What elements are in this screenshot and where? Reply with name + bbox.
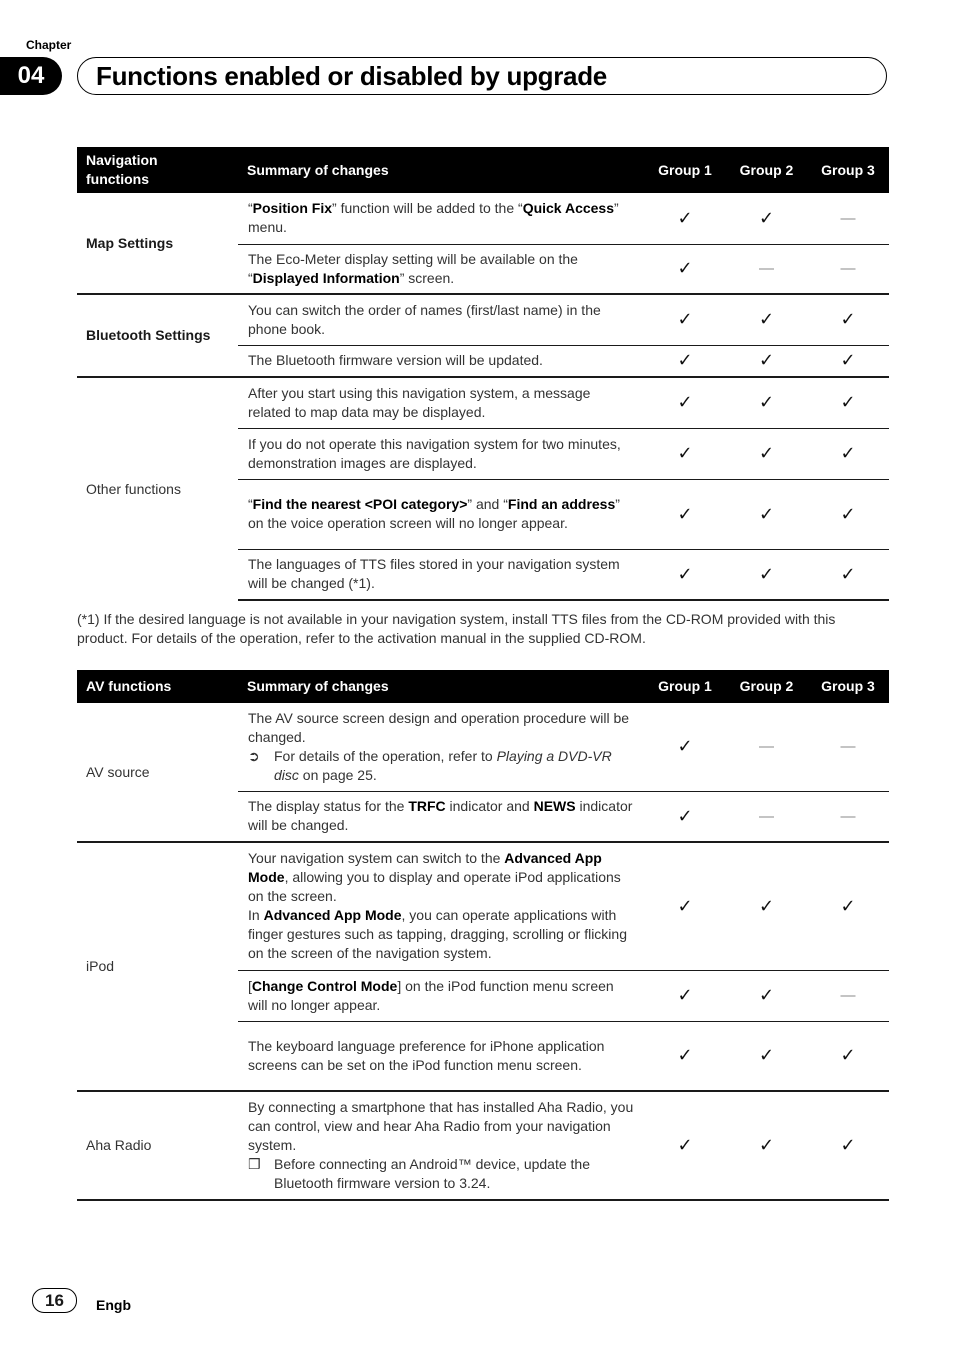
group-1-mark: ✓ xyxy=(677,207,693,228)
title-box xyxy=(77,57,887,95)
summary-cell: “Find the nearest <POI category>” and “Find an address” on the voice operation screen will no longer appear. xyxy=(238,479,644,549)
summary-cell: “Position Fix” function will be added to the “Quick Access” menu. xyxy=(248,200,619,236)
group-3-mark: ✓ xyxy=(807,842,889,970)
navigation-functions-table xyxy=(77,147,889,601)
summary-cell: The keyboard language preference for iPhone application screens can be set on the iPod function menu screen. xyxy=(238,1021,644,1091)
header-av-functions: AV functions xyxy=(77,670,238,703)
category-bluetooth-settings: Bluetooth Settings xyxy=(77,294,238,377)
group-2-mark: ✓ xyxy=(726,428,807,479)
group-3-mark: ✓ xyxy=(807,549,889,600)
summary-text: By connecting a smartphone that has installed Aha Radio, you can control, view and hear Aha Radio from your navigation system. xyxy=(248,1099,634,1153)
header-group-1: Group 1 xyxy=(644,147,726,193)
group-3-mark: ✓ xyxy=(807,1091,889,1200)
page-title: Functions enabled or disabled by upgrade xyxy=(96,60,607,91)
language-code: Engb xyxy=(96,1297,131,1313)
summary-cell: Your navigation system can switch to the Advanced App Mode, allowing you to display and operate iPod applications on the screen. In Advanced App Mode, you can operate applications with finger gestures such as tapping, dragging, scrolling or flicking on the screen of the navigation system. xyxy=(238,842,644,970)
header-group-3: Group 3 xyxy=(807,147,889,193)
arrow-icon: ➲ xyxy=(248,747,260,764)
group-3-mark: ✓ xyxy=(807,294,889,345)
group-2-mark: ✓ xyxy=(726,1091,807,1200)
header-navigation-functions: Navigation functions xyxy=(77,147,238,193)
group-3-mark: ✓ xyxy=(807,1021,889,1091)
summary-cell: After you start using this navigation system, a message related to map data may be displayed. xyxy=(238,377,644,428)
group-2-mark: ✓ xyxy=(726,970,807,1021)
category-other-functions: Other functions xyxy=(77,377,238,600)
group-2-mark: — xyxy=(759,738,774,756)
category-ipod: iPod xyxy=(77,842,238,1091)
group-3-mark: — xyxy=(807,791,889,842)
chapter-number: 04 xyxy=(0,57,62,95)
group-2-mark: ✓ xyxy=(726,294,807,345)
group-1-mark: ✓ xyxy=(644,1091,726,1200)
summary-cell: The display status for the TRFC indicator and NEWS indicator will be changed. xyxy=(238,791,644,842)
header-group-3: Group 3 xyxy=(807,670,889,703)
reference-note xyxy=(248,747,634,785)
group-3-mark: ✓ xyxy=(807,377,889,428)
table-row xyxy=(77,842,889,970)
group-2-mark: ✓ xyxy=(726,549,807,600)
table-row xyxy=(77,377,889,428)
summary-cell: The Bluetooth firmware version will be updated. xyxy=(238,345,644,377)
checkbox-icon: ❒ xyxy=(248,1156,261,1172)
category-av-source: AV source xyxy=(86,763,150,780)
summary-cell: If you do not operate this navigation system for two minutes, demonstration images are displayed. xyxy=(238,428,644,479)
header-summary: Summary of changes xyxy=(238,147,644,193)
group-2-mark: ✓ xyxy=(758,207,775,228)
group-2-mark: ✓ xyxy=(726,1021,807,1091)
av-functions-table xyxy=(77,670,889,1201)
group-1-mark: ✓ xyxy=(644,842,726,970)
group-3-mark: — xyxy=(840,209,856,227)
table-row xyxy=(77,703,889,791)
header-group-2: Group 2 xyxy=(726,670,807,703)
group-2-mark: ✓ xyxy=(726,345,807,377)
category-aha-radio: Aha Radio xyxy=(77,1091,238,1200)
summary-cell: The Eco-Meter display setting will be available on the “Displayed Information” screen. xyxy=(238,244,644,294)
group-3-mark: ✓ xyxy=(807,345,889,377)
table-row xyxy=(77,193,889,244)
group-1-mark: ✓ xyxy=(644,428,726,479)
chapter-label: Chapter xyxy=(26,38,72,52)
group-1-mark: ✓ xyxy=(644,970,726,1021)
group-2-mark: ✓ xyxy=(726,377,807,428)
group-1-mark: ✓ xyxy=(644,345,726,377)
group-1-mark: ✓ xyxy=(644,377,726,428)
summary-cell: [Change Control Mode] on the iPod function menu screen will no longer appear. xyxy=(238,970,644,1021)
group-3-mark: ✓ xyxy=(807,428,889,479)
group-1-mark: ✓ xyxy=(644,549,726,600)
group-1-mark: ✓ xyxy=(677,736,693,757)
group-1-mark: ✓ xyxy=(644,1021,726,1091)
summary-text: The AV source screen design and operation procedure will be changed. xyxy=(248,709,630,745)
page-number: 16 xyxy=(32,1288,77,1313)
group-2-mark: — xyxy=(726,791,807,842)
group-3-mark: — xyxy=(840,738,856,756)
footnote: (*1) If the desired language is not available in your navigation system, install TTS files from the CD-ROM provided with this product. For details of the operation, refer to the activation manual in the supplied CD-ROM. xyxy=(77,611,836,646)
summary-cell xyxy=(238,1091,644,1200)
group-1-mark: ✓ xyxy=(644,244,726,294)
group-2-mark: ✓ xyxy=(726,842,807,970)
group-3-mark: — xyxy=(807,244,889,294)
group-3-mark: — xyxy=(807,970,889,1021)
note-text: Before connecting an Android™ device, update the Bluetooth firmware version to 3.24. xyxy=(274,1156,590,1191)
group-1-mark: ✓ xyxy=(644,294,726,345)
group-3-mark: ✓ xyxy=(807,479,889,549)
header-summary: Summary of changes xyxy=(238,670,644,703)
checkbox-note xyxy=(248,1155,634,1193)
summary-cell: The languages of TTS files stored in your navigation system will be changed (*1). xyxy=(238,549,644,600)
table-row xyxy=(77,294,889,345)
category-map-settings: Map Settings xyxy=(86,234,174,251)
table-row xyxy=(77,1091,889,1200)
group-2-mark: ✓ xyxy=(726,479,807,549)
group-2-mark: — xyxy=(726,244,807,294)
group-1-mark: ✓ xyxy=(644,479,726,549)
header-group-1: Group 1 xyxy=(644,670,726,703)
summary-cell: You can switch the order of names (first/last name) in the phone book. xyxy=(238,294,644,345)
summary-cell xyxy=(238,703,644,791)
note-text: For details of the operation, refer to Playing a DVD-VR disc on page 25. xyxy=(274,747,612,783)
header-group-2: Group 2 xyxy=(726,147,807,193)
group-1-mark: ✓ xyxy=(644,791,726,842)
